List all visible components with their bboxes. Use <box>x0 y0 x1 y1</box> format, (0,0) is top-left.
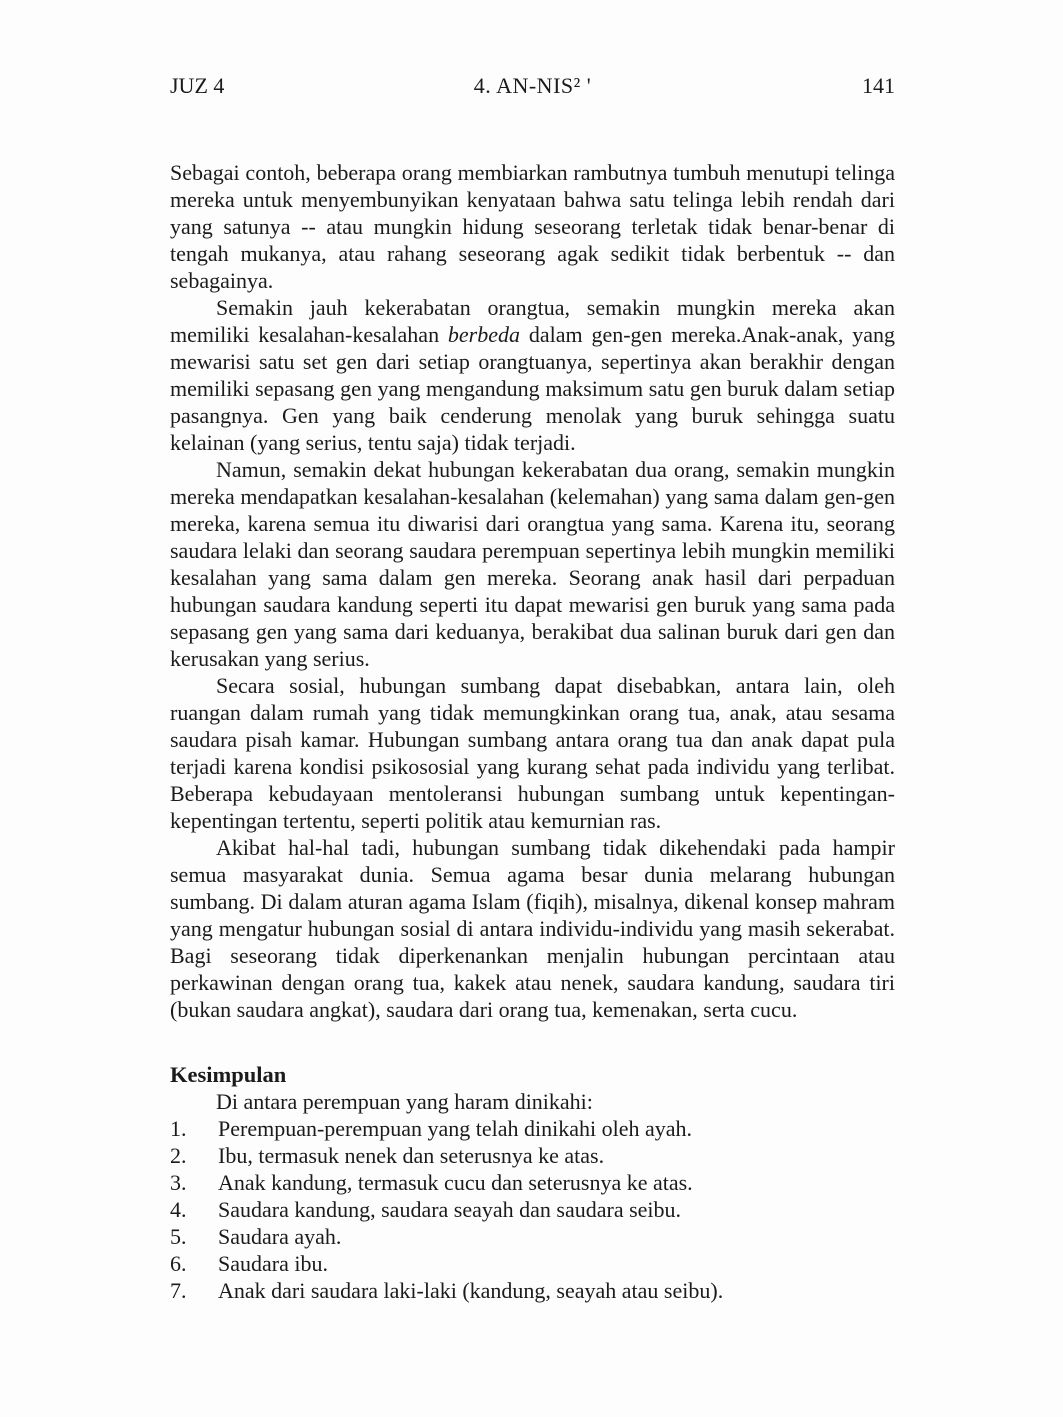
list-item-6-text: Saudara ibu. <box>218 1251 328 1276</box>
paragraph-5-text: Akibat hal-hal tadi, hubungan sumbang tidak dikehendaki pada hampir semua masyarakat dunia. Semua agama besar dunia melarang hubungan sumbang. Di dalam aturan agama Islam (fiqih), misalnya, dikenal konsep mahram yang mengatur hubungan sosial di antara individu-individu yang masih sekerabat. Bagi seseorang tidak diperkenankan menjalin hubungan percintaan atau perkawinan dengan orang tua, kakek atau nenek, saudara kandung, saudara tiri (bukan saudara angkat), saudara dari orang tua, kemenakan, serta cucu. <box>170 835 895 1022</box>
list-item-2-number: 2. <box>170 1143 187 1168</box>
list-item-5-number: 5. <box>170 1224 187 1249</box>
forbidden-marriage-list <box>170 1115 895 1304</box>
list-item-5-text: Saudara ayah. <box>218 1224 342 1249</box>
list-item-7-number: 7. <box>170 1278 187 1303</box>
juz-label: JUZ 4 <box>170 73 225 98</box>
paragraph-4 <box>170 672 895 834</box>
list-item-1 <box>170 1115 895 1142</box>
paragraph-2-italic-word: berbeda <box>447 322 521 347</box>
list-item-3-text: Anak kandung, termasuk cucu dan seterusnya ke atas. <box>218 1170 693 1195</box>
list-item-2-text: Ibu, termasuk nenek dan seterusnya ke atas. <box>218 1143 605 1168</box>
paragraph-3-text: Namun, semakin dekat hubungan kekerabatan dua orang, semakin mungkin mereka mendapatkan kesalahan-kesalahan (kelemahan) yang sama dalam gen-gen mereka, karena semua itu diwarisi dari orangtua yang sama. Karena itu, seorang saudara lelaki dan seorang saudara perempuan sepertinya lebih mungkin memiliki kesalahan yang sama dalam gen mereka. Seorang anak hasil dari perpaduan hubungan saudara kandung seperti itu dapat mewarisi gen buruk yang sama pada sepasang gen yang sama dari keduanya, berakibat dua salinan buruk dari gen dan kerusakan yang serius. <box>170 457 895 671</box>
list-item-5 <box>170 1223 895 1250</box>
page-header <box>170 72 895 99</box>
paragraph-4-text: Secara sosial, hubungan sumbang dapat disebabkan, antara lain, oleh ruangan dalam rumah yang tidak memungkinkan orang tua, anak, atau sesama saudara pisah kamar. Hubungan sumbang antara orang tua dan anak dapat pula terjadi karena kondisi psikososial yang kurang sehat pada individu yang terlibat. Beberapa kebudayaan mentoleransi hubungan sumbang untuk kepentingan-kepentingan tertentu, seperti politik atau kemurnian ras. <box>170 673 895 833</box>
paragraph-1 <box>170 159 895 294</box>
paragraph-5 <box>170 834 895 1023</box>
list-item-3-number: 3. <box>170 1170 187 1195</box>
list-item-4 <box>170 1196 895 1223</box>
list-item-7-text: Anak dari saudara laki-laki (kandung, seayah atau seibu). <box>218 1278 724 1303</box>
paragraph-2 <box>170 294 895 456</box>
body-text <box>170 159 895 1304</box>
list-item-3 <box>170 1169 895 1196</box>
page-number: 141 <box>862 73 895 98</box>
conclusion-intro: Di antara perempuan yang haram dinikahi: <box>216 1089 593 1114</box>
list-item-4-text: Saudara kandung, saudara seayah dan saudara seibu. <box>218 1197 682 1222</box>
conclusion-heading: Kesimpulan <box>170 1062 287 1087</box>
paragraph-1-text: Sebagai contoh, beberapa orang membiarkan rambutnya tumbuh menutupi telinga mereka untuk menyembunyikan kenyataan bahwa satu telinga lebih rendah dari yang satunya -- atau mungkin hidung seseorang terletak tidak benar-benar di tengah mukanya, atau rahang seseorang agak sedikit tidak berbentuk -- dan sebagainya. <box>170 160 895 293</box>
list-item-1-number: 1. <box>170 1116 187 1141</box>
paragraph-2-post: dalam gen-gen mereka.Anak-anak, yang mewarisi satu set gen dari setiap orangtuanya, sepertinya akan berakhir dengan memiliki sepasang gen yang mengandung maksimum satu gen buruk dalam setiap pasangnya. Gen yang baik cenderung menolak yang buruk sehingga suatu kelainan (yang serius, tentu saja) tidak terjadi. <box>170 322 895 455</box>
list-item-4-number: 4. <box>170 1197 187 1222</box>
list-item-1-text: Perempuan-perempuan yang telah dinikahi oleh ayah. <box>218 1116 693 1141</box>
paragraph-3 <box>170 456 895 672</box>
list-item-6-number: 6. <box>170 1251 187 1276</box>
paragraph-2-pre: Semakin jauh kekerabatan orangtua, semakin mungkin mereka akan memiliki kesalahan-kesalahan <box>170 295 895 347</box>
list-item-2 <box>170 1142 895 1169</box>
list-item-7 <box>170 1277 895 1304</box>
list-item-6 <box>170 1250 895 1277</box>
surah-title: 4. AN-NIS² ' <box>473 73 592 98</box>
